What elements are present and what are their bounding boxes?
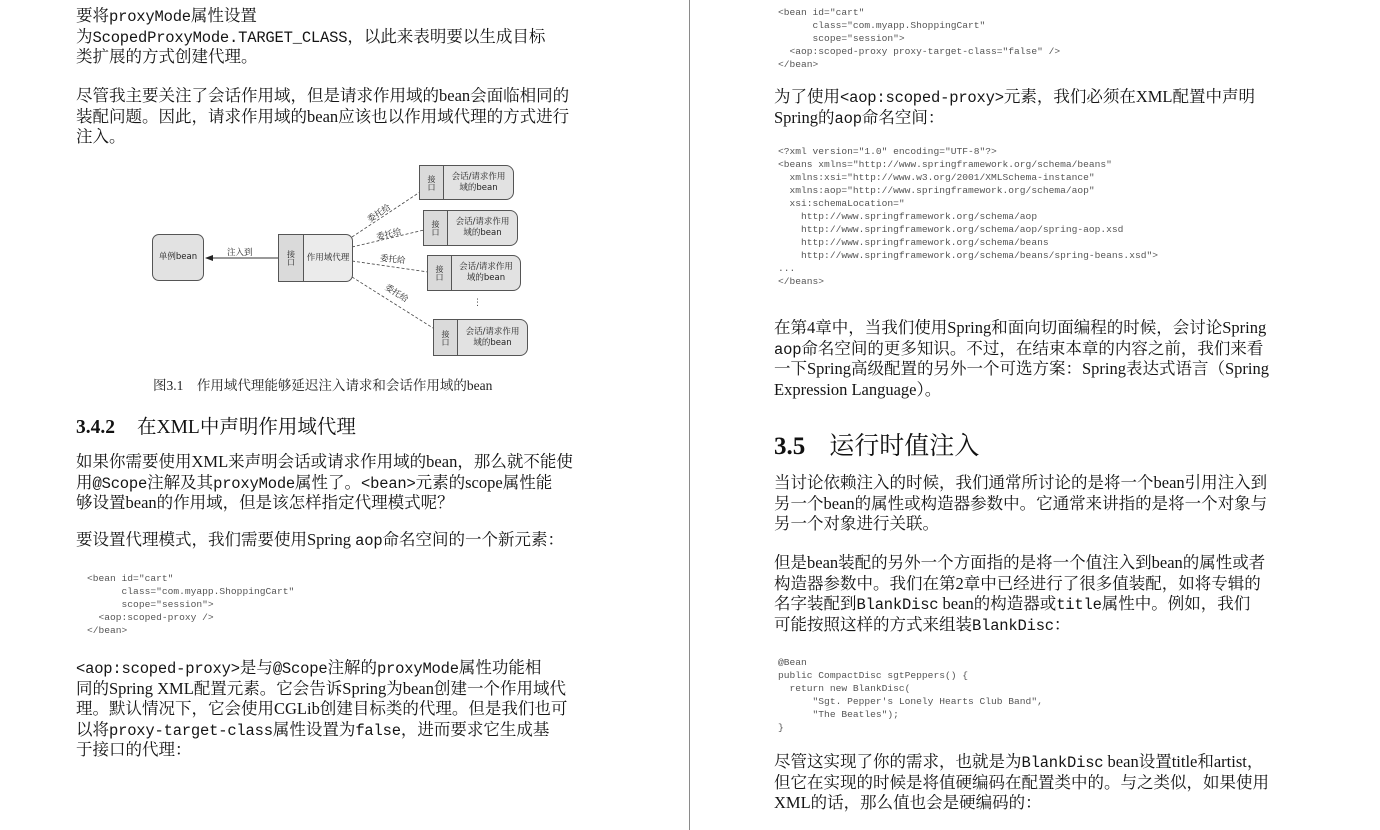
right-page — [690, 0, 1380, 830]
text-run: XML的话，那么值也会是硬编码的： — [774, 793, 1042, 812]
paragraph — [774, 318, 1269, 400]
text-run: 类扩展的方式创建代理。 — [76, 47, 258, 66]
text-run: 属性中。例如，我们 — [1101, 594, 1251, 613]
code-block — [778, 656, 1043, 734]
text-line — [774, 380, 1269, 401]
text-run: 为 — [76, 26, 93, 46]
code-line: <?xml version="1.0" encoding="UTF-8"?> — [778, 146, 997, 157]
paragraph — [774, 473, 1267, 535]
inline-code: proxyMode — [376, 660, 459, 678]
text-run: 是与 — [239, 658, 273, 677]
code-line: class="com.myapp.ShoppingCart" — [87, 586, 295, 597]
code-line: scope="session"> — [778, 33, 905, 44]
inline-code: false — [355, 721, 401, 740]
text-run: 可能按照这样的方式来组装 — [774, 614, 972, 634]
target-label-line2: 域的bean — [473, 337, 512, 348]
code-block — [778, 6, 1060, 71]
text-run: bean的构造器或 — [938, 594, 1057, 613]
inline-code: aop — [774, 340, 802, 359]
section-title: 运行时值注入 — [829, 433, 980, 460]
text-line — [76, 473, 573, 494]
delegate-label: 委托给 — [375, 227, 403, 243]
target-label-line1: 会话/请求作用 — [459, 262, 513, 272]
text-line — [76, 679, 567, 700]
code-line: "Sgt. Pepper's Lonely Hearts Club Band", — [778, 696, 1043, 707]
paragraph — [76, 452, 573, 514]
target-label-line2: 域的bean — [466, 273, 506, 283]
target-label-line1: 会话/请求作用 — [451, 171, 506, 182]
code-line: <aop:scoped-proxy /> — [87, 612, 214, 623]
text-line — [76, 493, 573, 514]
section-number: 3.5 — [774, 433, 806, 460]
text-run: 属性设置为 — [272, 719, 356, 739]
text-line — [774, 318, 1269, 339]
paragraph — [76, 658, 567, 761]
target-interface-box: 接口 — [423, 210, 448, 246]
text-run: 另一个对象进行关联。 — [774, 514, 939, 533]
target-bean-box — [443, 165, 514, 200]
code-line: xsi:schemaLocation=" — [778, 198, 905, 209]
text-line — [774, 473, 1267, 494]
text-line — [76, 86, 569, 107]
text-run: 尽管这实现了你的需求，也就是为 — [774, 752, 1022, 771]
text-line — [774, 339, 1269, 360]
text-run: 够设置bean的作用域，但是该怎样指定代理模式呢？ — [76, 493, 454, 512]
code-line: class="com.myapp.ShoppingCart" — [778, 20, 986, 31]
inline-code: aop — [834, 109, 862, 128]
singleton-bean-box — [152, 234, 204, 281]
inline-code: proxyMode — [109, 8, 191, 26]
code-line: http://www.springframework.org/schema/beans/spring-beans.xsd"> — [778, 250, 1158, 261]
figure-scoped-proxy-diagram — [140, 155, 540, 365]
section-title: 在XML中声明作用域代理 — [137, 417, 356, 438]
code-line: ... — [778, 263, 796, 274]
ellipsis: ⋮ — [473, 298, 482, 308]
text-run: 于接口的代理： — [76, 740, 192, 759]
inline-code: <bean> — [361, 474, 416, 493]
target-interface-box: 接口 — [433, 319, 458, 356]
inject-label: 注入到 — [227, 248, 253, 258]
paragraph — [774, 87, 1255, 128]
text-run: 尽管我主要关注了会话作用域，但是请求作用域的bean会面临相同的 — [76, 86, 570, 105]
delegate-label: 委托给 — [379, 253, 406, 267]
target-label-line1: 会话/请求作用 — [455, 217, 510, 227]
inline-code: title — [1056, 596, 1102, 614]
text-line — [774, 359, 1269, 380]
text-run: Expression Language）。 — [774, 379, 942, 399]
text-run: 但它在实现的时候是将值硬编码在配置类中的。与之类似，如果使用 — [774, 772, 1269, 792]
text-run: 注解及其 — [147, 472, 214, 492]
code-line: </bean> — [87, 625, 128, 636]
text-run: Spring的 — [774, 107, 835, 127]
text-run: 同的Spring XML配置元素。它会告诉Spring为bean创建一个作用域代 — [76, 678, 566, 698]
proxy-interface-box: 接口 — [278, 234, 304, 282]
text-run: ： — [1053, 614, 1071, 634]
target-bean-box — [457, 319, 528, 356]
target-label-line2: 域的bean — [463, 228, 502, 238]
text-run: 以将 — [76, 719, 109, 739]
scoped-proxy-label: 作用域代理 — [306, 252, 350, 263]
code-line: <aop:scoped-proxy proxy-target-class="false" /> — [778, 46, 1061, 57]
paragraph — [76, 530, 564, 551]
code-line: <beans xmlns="http://www.springframework.org/schema/beans" — [778, 159, 1112, 170]
code-line: scope="session"> — [87, 599, 214, 610]
figure-caption: 图3.1 作用域代理能够延迟注入请求和会话作用域的bean — [153, 378, 493, 393]
inline-code: @Scope — [272, 660, 328, 678]
code-line: </beans> — [778, 276, 825, 287]
target-label-line1: 会话/请求作用 — [465, 326, 520, 337]
text-run: 另一个bean的属性或构造器参数中。它通常来讲指的是将一个对象与 — [774, 493, 1268, 513]
inline-code: aop — [355, 532, 383, 550]
text-run: 当讨论依赖注入的时候，我们通常所讨论的是将一个bean引用注入到 — [774, 473, 1268, 492]
code-block — [87, 572, 294, 637]
target-bean-box — [447, 210, 518, 246]
text-run: 属性了。 — [295, 472, 362, 492]
paragraph — [774, 553, 1265, 635]
target-interface-box: 接口 — [419, 165, 444, 200]
inline-code: @Scope — [92, 474, 148, 493]
text-line — [76, 699, 567, 720]
text-line — [76, 6, 545, 27]
text-run: 为了使用 — [774, 87, 840, 106]
text-run: 元素的scope属性能 — [415, 472, 553, 492]
text-line — [774, 553, 1265, 574]
text-run: 用 — [76, 472, 93, 492]
code-line: xmlns:xsi="http://www.w3.org/2001/XMLSchema-instance" — [778, 172, 1095, 183]
inline-code: ScopedProxyMode.TARGET_CLASS — [92, 28, 348, 47]
delegate-label: 委托给 — [365, 202, 393, 225]
text-line — [76, 452, 573, 473]
inline-code: BlankDisc — [1021, 754, 1104, 772]
text-line — [76, 107, 569, 128]
text-run: 命名空间的一个新元素： — [382, 530, 564, 549]
text-line — [76, 658, 567, 679]
text-run: 装配问题。因此，请求作用域的bean应该也以作用域代理的方式进行 — [76, 106, 570, 126]
text-run: ，以此来表明要以生成目标 — [347, 26, 546, 46]
text-line — [774, 793, 1269, 814]
text-run: 要将 — [76, 6, 109, 25]
text-run: 属性功能相 — [458, 658, 542, 677]
text-run: ，进而要求它生成基 — [400, 719, 550, 739]
code-line: xmlns:aop="http://www.springframework.org/schema/aop" — [778, 185, 1095, 196]
code-line: <bean id="cart" — [87, 573, 174, 584]
text-run: 命名空间： — [861, 107, 945, 127]
text-line — [76, 720, 567, 741]
paragraph — [76, 6, 545, 68]
text-line — [76, 27, 545, 48]
target-interface-box: 接口 — [427, 255, 452, 291]
singleton-bean-label: 单例bean — [158, 252, 198, 262]
text-line — [774, 87, 1255, 108]
inline-code: BlankDisc — [972, 616, 1054, 635]
code-line: http://www.springframework.org/schema/beans — [778, 237, 1049, 248]
inline-code: BlankDisc — [856, 596, 939, 614]
code-line: <bean id="cart" — [778, 7, 865, 18]
code-block — [778, 145, 1158, 288]
text-run: 注解的 — [327, 658, 377, 677]
section-heading — [76, 411, 356, 439]
text-run: 注入。 — [76, 127, 126, 146]
text-run: 属性设置 — [190, 6, 257, 25]
text-line — [774, 108, 1255, 129]
left-page — [0, 0, 689, 830]
code-line: "The Beatles"); — [778, 709, 899, 720]
text-line — [774, 494, 1267, 515]
code-line: http://www.springframework.org/schema/aop — [778, 211, 1038, 222]
text-line — [76, 47, 545, 68]
inline-code: <aop:scoped-proxy> — [76, 660, 240, 678]
delegate-label: 委托给 — [382, 282, 410, 305]
text-line — [774, 752, 1269, 773]
paragraph — [774, 752, 1269, 814]
text-run: 如果你需要使用XML来声明会话或请求作用域的bean，那么就不能使 — [76, 452, 573, 471]
text-line — [774, 773, 1269, 794]
target-bean-box — [451, 255, 521, 291]
code-line: return new BlankDisc( — [778, 683, 911, 694]
code-line: public CompactDisc sgtPeppers() { — [778, 670, 968, 681]
text-run: 一下Spring高级配置的另外一个可选方案：Spring表达式语言（Spring — [774, 359, 1270, 378]
scoped-proxy-box — [303, 234, 353, 282]
code-line: } — [778, 722, 784, 733]
text-run: 名字装配到 — [774, 594, 857, 613]
text-line — [76, 127, 569, 148]
target-label-line2: 域的bean — [459, 182, 498, 193]
code-line: http://www.springframework.org/schema/aop/spring-aop.xsd — [778, 224, 1124, 235]
text-run: 构造器参数中。我们在第2章中已经进行了很多值装配，如将专辑的 — [774, 573, 1261, 593]
text-run: 元素，我们必须在XML配置中声明 — [1003, 87, 1255, 106]
text-run: 命名空间的更多知识。不过，在结束本章的内容之前，我们来看 — [801, 338, 1264, 358]
text-line — [774, 615, 1265, 636]
text-run: 要设置代理模式，我们需要使用Spring — [76, 530, 356, 549]
section-number: 3.4.2 — [76, 417, 115, 438]
text-line — [76, 740, 567, 761]
text-line — [774, 574, 1265, 595]
code-line: </bean> — [778, 59, 819, 70]
text-run: bean设置title和artist， — [1103, 752, 1264, 771]
paragraph — [76, 86, 569, 148]
text-line — [774, 514, 1267, 535]
inline-code: proxyMode — [213, 474, 296, 493]
text-run: 但是bean装配的另外一个方面指的是将一个值注入到bean的属性或者 — [774, 553, 1266, 572]
text-run: 在第4章中，当我们使用Spring和面向切面编程的时候，会讨论Spring — [774, 318, 1267, 337]
text-line — [76, 530, 564, 551]
section-heading — [774, 426, 979, 462]
text-run: 理。默认情况下，它会使用CGLib创建目标类的代理。但是我们也可 — [76, 699, 568, 718]
code-line: @Bean — [778, 657, 807, 668]
text-line — [774, 594, 1265, 615]
inline-code: proxy-target-class — [109, 721, 273, 740]
inline-code: <aop:scoped-proxy> — [840, 89, 1004, 107]
